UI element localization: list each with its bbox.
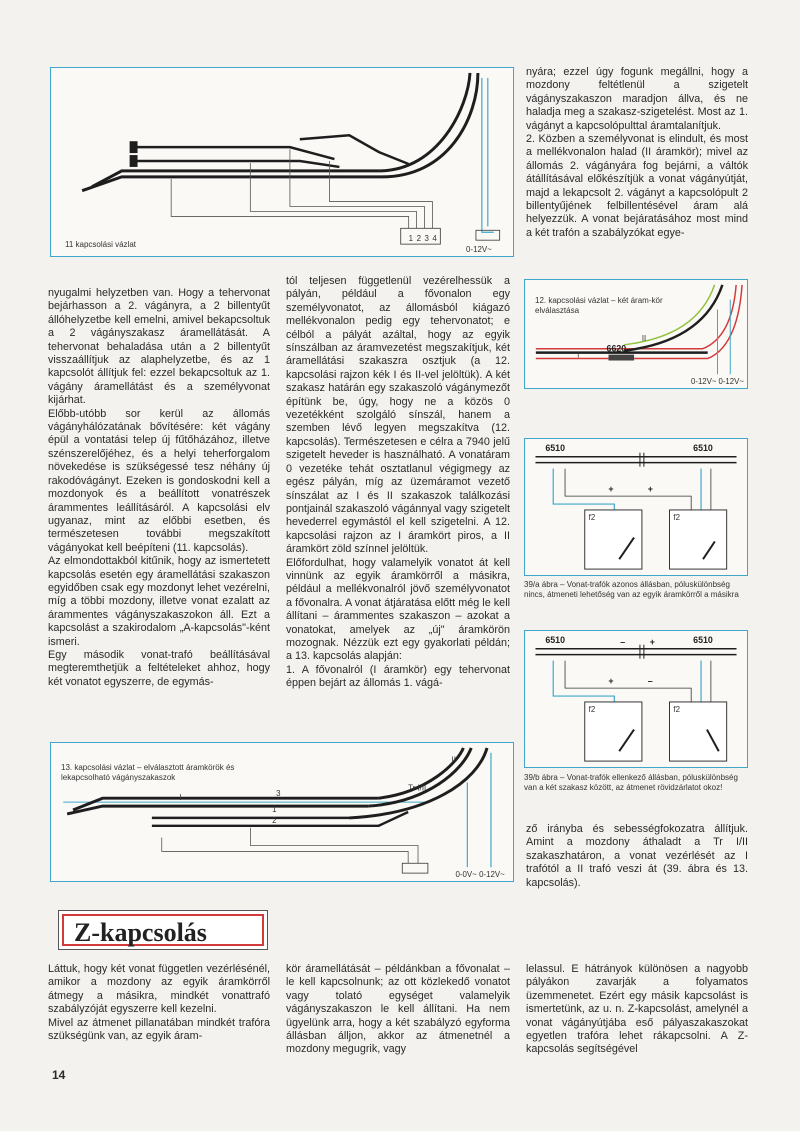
fig39b-box-left: f2	[588, 704, 596, 714]
fig39b-sign-1: +	[608, 676, 614, 687]
bottom-column-3: lelassul. E hátrányok különösen a nagyobb pályákon zavarják a folyamatos üzemmenetet. Ezért egy másik kapcsolást is ismertetünk, az u. n. Z-kapcsolást, amelynél a vonat vágányútjába eső pályaszakaszokat egyetlen trafóra lehet rákapcsolni. A Z-kapcsolás segítségével	[526, 963, 748, 1056]
fig13-caption: 13. kapcsolási vázlat – elválasztott áramkörök és lekapcsolható vágányszakaszok	[61, 763, 235, 782]
fig39a-sign-2: +	[647, 484, 654, 495]
fig39a-caption: 39/a ábra – Vonat-trafók azonos állásban, póluskülönbség nincs, átmeneti lehetőség van az egyik áramkörről a másikra	[524, 580, 739, 599]
col2-paragraph-1: tól teljesen függetlenül vezérelhessük a pályán, például a fővonalon egy személyvonatot, az állomásból kiágazó mellékvonalon pedig egy tehervonatot; e célból a pályát azáltal, hogy az egyik sínszálban az áramvezetést megszakítjuk, két áramellátási szakaszra osztjuk (a 12. kapcsolási rajzon kék I és II-vel jelöltük). A két szakasz határán egy szakaszoló vágánymezőt építünk be, úgy, hogy ne a közös 0 vezetékként szolgáló sínszál, hanem a szemben lévő legyen megszakítva (12. kapcsolás). Természetesen e célra a 7940 jelű szigetelt heveder is használható. A vonatáram 0 vezetéke tehát osztatlanul végigmegy az egész pályán, míg az üzemáramot vezető sínszálat az I és II szakaszok találkozási pontjainál szakaszoló vágánnyal vagy szigetelt hevederrel egymástól el kell szigetelni. A 12. kapcsolási rajzon az I áramkört piros, a II áramkört zöld színnel jelöltük.	[286, 275, 510, 556]
fig39b-label-right: 6510	[693, 634, 713, 645]
page-number: 14	[52, 1068, 66, 1082]
fig13-circuit-2: II	[451, 755, 456, 765]
section-title-box	[58, 910, 268, 950]
figure-11-diagram	[51, 68, 513, 256]
right-top-paragraph-1: nyára; ezzel úgy fogunk megállni, hogy a mozdony feltétlenül a szigetelt vágányszakaszon maradjon állva, és ne haladja meg a szakasz-szigetelést. Most az 1. vágányt a kapcsolópulttal áramtalanítjuk.	[526, 66, 748, 132]
column-1	[48, 287, 270, 689]
col1-paragraph-4: Egy második vonat-trafó beállításával megteremthetjük a feltételeket ahhoz, hogy két vonatot egyszerre, de egymás-	[48, 648, 270, 688]
fig12-label-6620: 6620	[606, 343, 627, 354]
fig39b-label-left: 6510	[545, 634, 566, 645]
fig13-track-label-1: 1	[272, 805, 277, 814]
figure-39b-diagram	[525, 631, 747, 767]
fig39a-label-left: 6510	[545, 442, 566, 453]
fig11-voltage: 0-12V~	[466, 245, 492, 255]
col1-paragraph-1: nyugalmi helyzetben van. Hogy a tehervonat bejárhasson a 2. vágányra, a 2 billentyűt állóhelyzetbe kell emelni, amivel bekapcsoltuk a 2 vágányszakasz áramellátását. A tehervonat behaladása után a 2 billentyűt visszaállítjuk az alaphelyzetbe, és az 1 kapcsolót állítjuk fel: ezzel bekapcsoltuk az 1. vágány áramellátást és a személyvonat kijárhat.	[48, 287, 270, 407]
fig39b-caption: 39/b ábra – Vonat-trafók ellenkező állásban, póluskülönbség van a két szakasz között, az átmenet rövidzárlatot okoz!	[524, 773, 738, 792]
fig12-circuit-1: I	[577, 350, 580, 360]
col2-paragraph-2: Előfordulhat, hogy valamelyik vonatot át kell vinnünk az egyik áramkörről a másikra, például a mellékvonalról jövő személyvonatot a fővonalra. A vonat átjáratása előtt még le kell állítani – árammentes szakaszon – azokat a vonatokat, amelyek az „új" áramkörön mozognak. Nézzük ezt egy gyakorlati példán; a 13. kapcsolás alapján:	[286, 556, 510, 663]
fig39a-label-right: 6510	[693, 442, 713, 453]
col1-paragraph-3: Az elmondottakból kitűnik, hogy az ismertetett kapcsolás esetén egy áramellátási szakaszon egyidőben csak egy mozdonyt lehet vezérelni, míg a többi mozdony, illetve vonat ezalatt az árammentes vágányszakaszokon áll. Ezt a kapcsolást a szakirodalom „A-kapcsolás"-ként ismeri.	[48, 555, 270, 648]
section-title-frame	[62, 914, 264, 946]
fig13-track-label-2: 2	[272, 815, 277, 825]
fig13-voltage-1: 0-0V~	[455, 870, 477, 880]
fig12-caption: 12. kapcsolási vázlat – két áram-kör elválasztása	[535, 296, 663, 315]
figure-13	[50, 742, 514, 882]
figure-39a	[524, 438, 748, 576]
fig39a-box-left: f2	[588, 512, 596, 522]
fig11-caption: 11 kapcsolási vázlat	[65, 240, 136, 249]
right-top-paragraph-2: 2. Közben a személyvonat is elindult, és most a mellékvonalon halad (II áramkör); mivel az állomás 2. vágányára fog bejárni, a váltók átállításával előkészítjük a vonat vágányútját, majd a lekapcsolt 2. vágányt a kapcsolópult 2 billentyűjének felbillentésével áram alá helyezzük. A vonat bejáratásához most mind a két trafón a szabályzókat egye-	[526, 133, 748, 239]
figure-12	[524, 279, 748, 389]
fig39b-sign-top-2: +	[649, 636, 655, 647]
fig39b-sign-top-1: –	[620, 636, 626, 647]
fig13-voltage-2: 0-12V~	[479, 870, 505, 880]
fig11-track-label-4: 4	[432, 234, 437, 244]
fig39b-sign-2: –	[647, 676, 653, 687]
fig39b-box-right: f2	[673, 704, 681, 714]
bottom-column-1: Láttuk, hogy két vonat független vezérlésénél, amikor a mozdony az egyik áramkörről átmegy a másikra, mindkét vonattrafó szabályzóját egyszerre kell kezelni. Mivel az átmenet pillanatában mindkét trafóra szükségünk van, az egyik áram-	[48, 963, 270, 1043]
fig13-tr-label: Tr I/II	[408, 783, 427, 793]
figure-39b	[524, 630, 748, 768]
figure-39a-diagram	[525, 439, 747, 575]
section-title: Z-kapcsolás	[74, 918, 207, 947]
fig13-track-label-3: 3	[276, 789, 281, 799]
fig12-voltage-1: 0-12V~	[690, 377, 717, 387]
column-2	[286, 275, 510, 691]
fig12-circuit-2: II	[641, 333, 647, 343]
col2-paragraph-3: 1. A fővonalról (I áramkör) egy tehervonat éppen bejárt az állomás 1. vágá-	[286, 663, 510, 690]
fig39a-sign-1: +	[608, 484, 614, 495]
fig12-voltage-2: 0-12V~	[718, 377, 744, 387]
right-bottom-column: ző irányba és sebességfokozatra állítjuk. Amint a mozdony áthaladt a Tr I/II szakaszhatáron, a vonat vezérlését az I trafótól a II trafó veszi át (39. ábra és 13. kapcsolás).	[526, 823, 748, 889]
fig11-track-label-2: 2	[416, 234, 421, 244]
fig13-circuit-1: I	[179, 793, 182, 803]
figure-11	[50, 67, 514, 257]
bottom-column-2: kör áramellátását – példánkban a fővonalat – le kell kapcsolnunk; az ott közlekedő vonatot vagy tolató egységet valamelyik vágányszakaszon le kell állítani. Ha nem ügyelünk arra, hogy a két szabályzó egyforma állásban álljon, akkor az átmenetnél a mozdony megugrik, vagy	[286, 963, 510, 1056]
col1-paragraph-2: Előbb-utóbb sor kerül az állomás vágányhálózatának bővítésére: két vágány épül a vontatási telep új fűtőházához, illetve szénszerelőjéhez, és a helyi teherforgalom növekedése is szükségessé tesz néhány új rakodóvágányt. Ezeken is gondoskodni kell a mozdonyok és a beállított vonatrészek árammentes leállításáról. A kapcsolási elv ugyanaz, mint az előbbi esetben, és természetesen további megszakított vágányokat kell beépíteni (11. kapcsolás).	[48, 407, 270, 554]
fig11-track-label-3: 3	[424, 234, 429, 244]
right-top-column	[526, 66, 748, 240]
fig39a-box-right: f2	[673, 512, 681, 522]
fig11-track-label-1: 1	[408, 234, 414, 244]
